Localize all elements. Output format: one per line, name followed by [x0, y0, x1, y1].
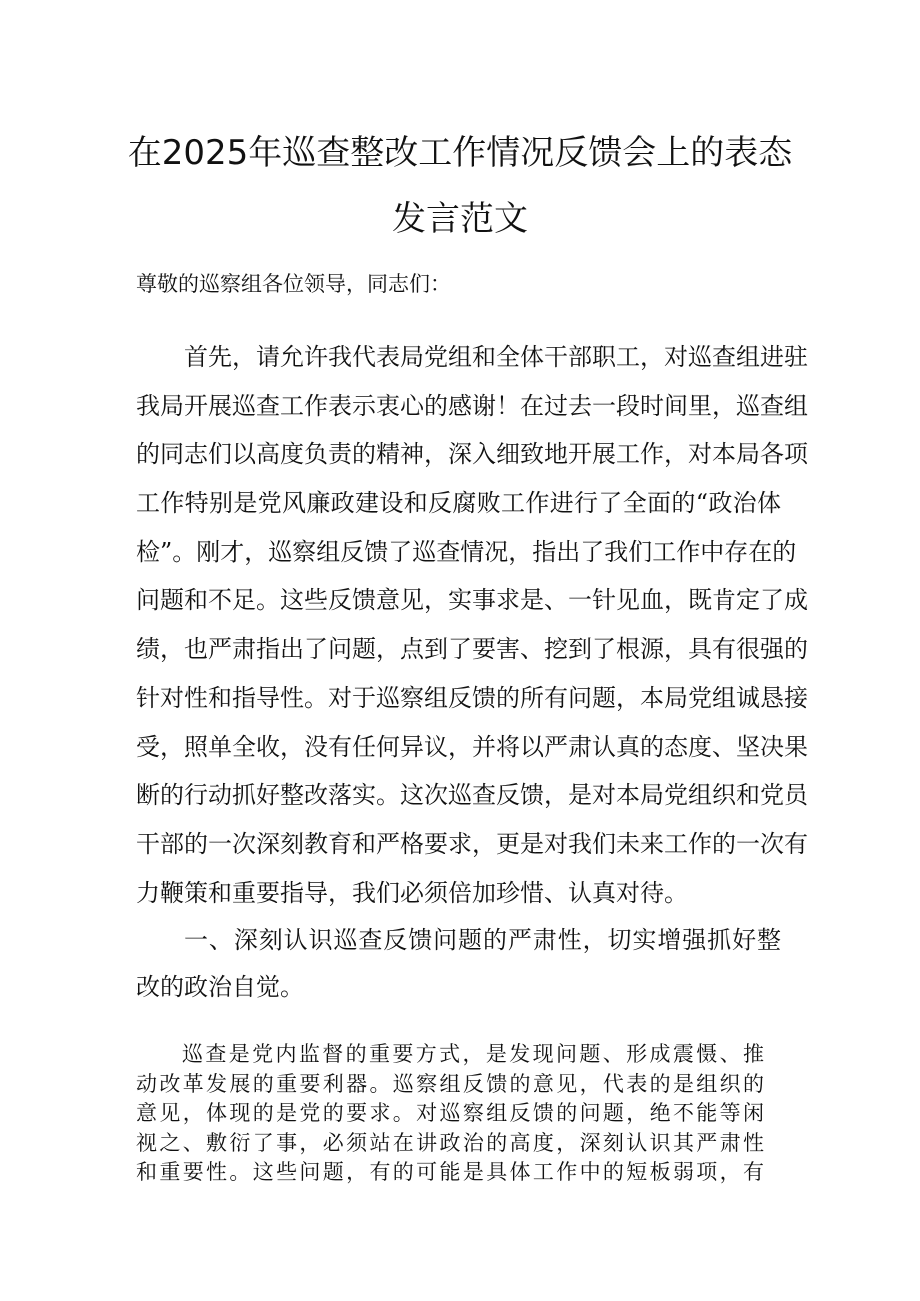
paragraph-1-line: 受，照单全收，没有任何异议，并将以严肃认真的态度、坚决果 — [136, 732, 808, 761]
paragraph-1-line: 的同志们以高度负责的精神，深入细致地开展工作，对本局各项 — [136, 440, 808, 469]
paragraph-1-line: 工作特别是党风廉政建设和反腐败工作进行了全面的“政治体 — [136, 489, 781, 518]
paragraph-1-line: 我局开展巡查工作表示衷心的感谢！在过去一段时间里，巡查组 — [136, 391, 808, 420]
section-heading-1 — [136, 917, 781, 1011]
section-heading-1-line: 一、深刻认识巡查反馈问题的严肃性，切实增强抓好整 — [184, 926, 781, 954]
paragraph-1 — [136, 333, 808, 917]
paragraph-2-line: 和重要性。这些问题，有的可能是具体工作中的短板弱项，有 — [136, 1160, 764, 1184]
paragraph-2-line: 动改革发展的重要利器。巡察组反馈的意见，代表的是组织的 — [136, 1071, 764, 1096]
paragraph-1-line: 绩，也严肃指出了问题，点到了要害、挖到了根源，具有很强的 — [136, 635, 808, 664]
paragraph-1-line: 首先，请允许我代表局党组和全体干部职工，对巡查组进驻 — [184, 343, 808, 371]
paragraph-1-line: 问题和不足。这些反馈意见，实事求是、一针见血，既肯定了成 — [136, 586, 808, 615]
paragraph-2-line: 意见，体现的是党的要求。对巡察组反馈的问题，绝不能等闲 — [136, 1101, 764, 1125]
paragraph-1-line: 检”。刚才，巡察组反馈了巡查情况，指出了我们工作中存在的 — [136, 537, 797, 566]
section-heading-1-line: 改的政治自觉。 — [136, 973, 304, 1001]
paragraph-1-line: 断的行动抓好整改落实。这次巡查反馈，是对本局党组织和党员 — [136, 781, 808, 810]
paragraph-1-line: 力鞭策和重要指导，我们必须倍加珍惜、认真对待。 — [136, 878, 688, 907]
paragraph-2 — [136, 1040, 764, 1188]
paragraph-1-line: 针对性和指导性。对于巡察组反馈的所有问题，本局党组诚恳接 — [136, 683, 808, 712]
salutation: 尊敬的巡察组各位领导，同志们： — [136, 272, 451, 296]
document-title-line-2: 发言范文 — [392, 199, 528, 239]
paragraph-1-line: 干部的一次深刻教育和严格要求，更是对我们未来工作的一次有 — [136, 829, 808, 858]
paragraph-2-line: 巡查是党内监督的重要方式，是发现问题、形成震慑、推 — [182, 1042, 764, 1066]
document-title-line-1: 在2025年巡查整改工作情况反馈会上的表态 — [127, 133, 793, 173]
paragraph-2-line: 视之、敷衍了事，必须站在讲政治的高度，深刻认识其严肃性 — [136, 1130, 764, 1155]
